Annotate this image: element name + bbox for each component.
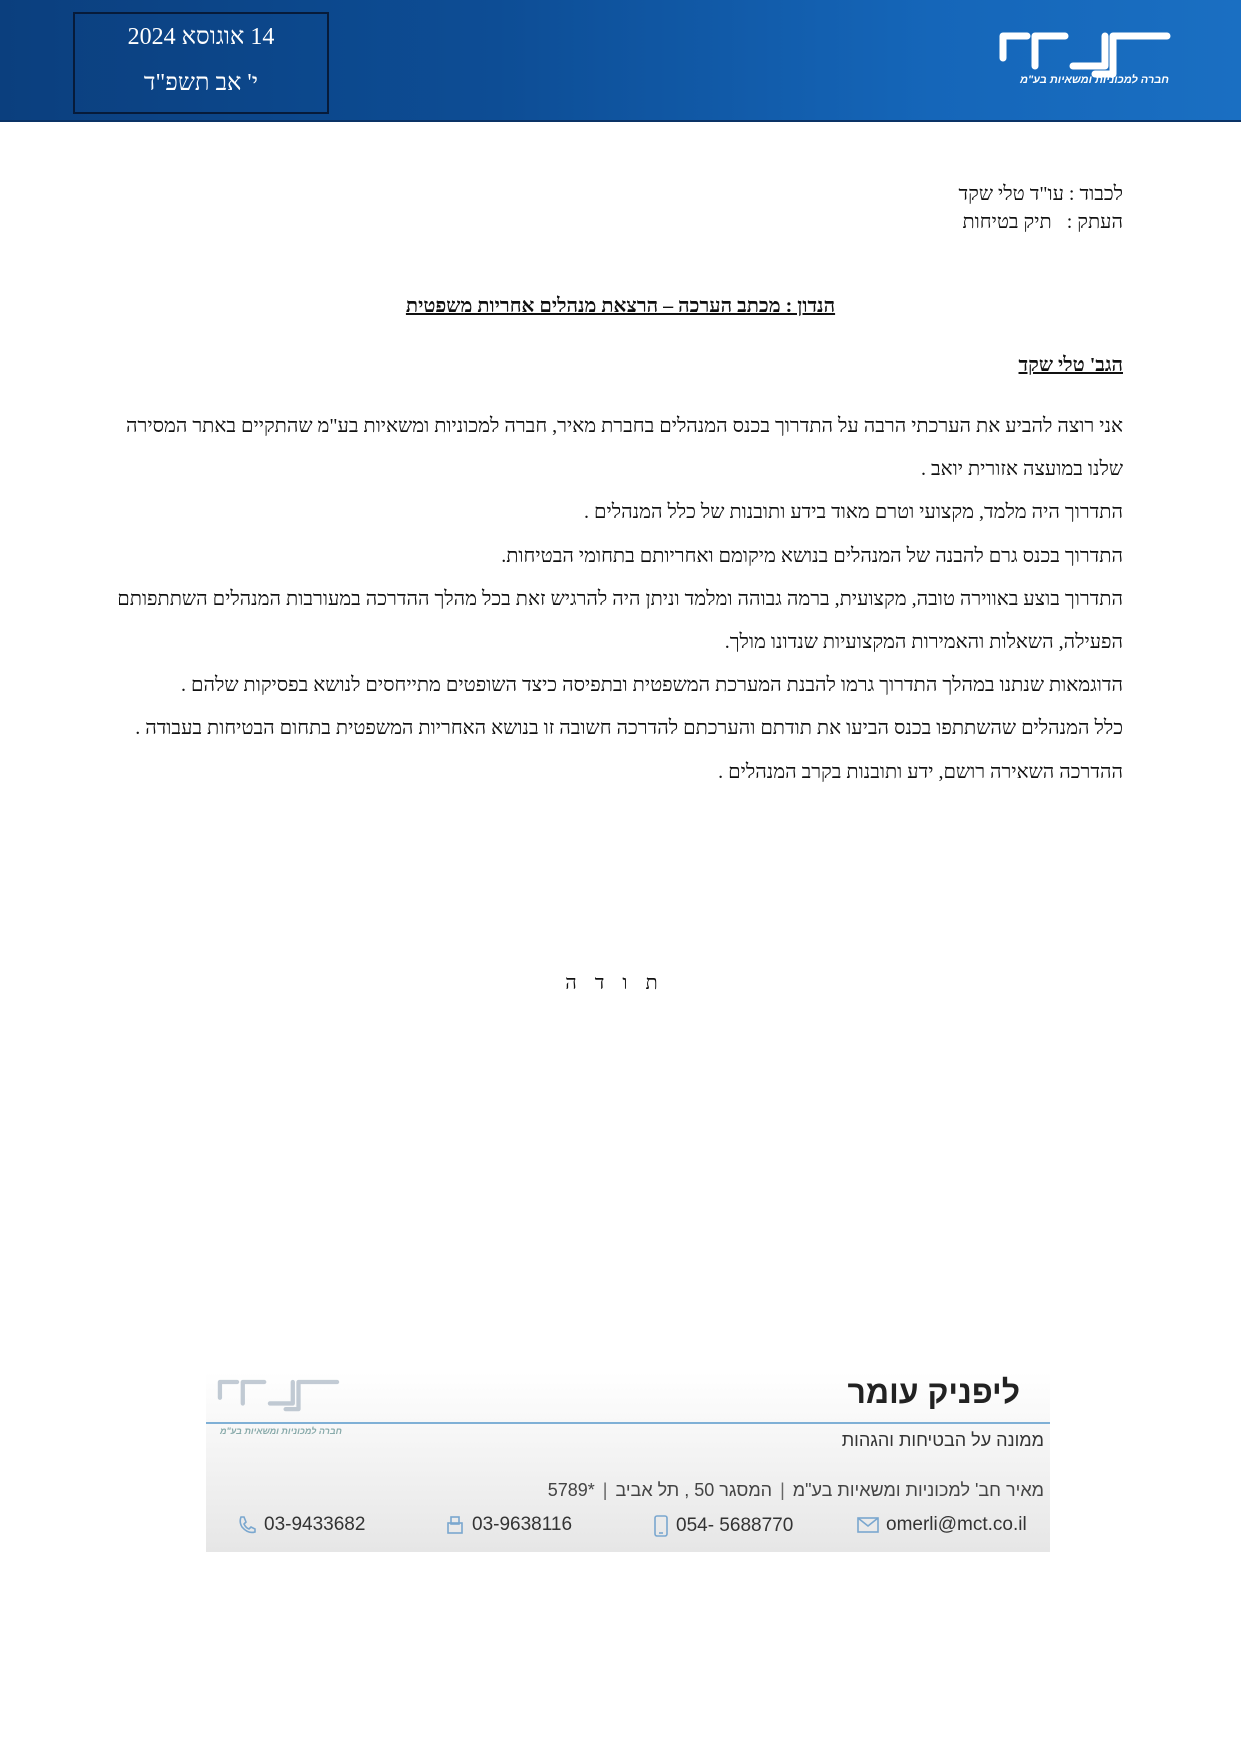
contact-row [206, 1514, 1050, 1544]
hebrew-date: י' אב תשפ"ד [143, 70, 259, 96]
company-name: מאיר חב' למכוניות ומשאיות בע"מ [792, 1480, 1044, 1500]
signature-logo-subtitle: חברה למכוניות ומשאיות בע"מ [220, 1426, 342, 1436]
to-value: עו"ד טלי שקד [958, 183, 1064, 205]
mail-icon [856, 1516, 880, 1534]
phone-contact[interactable] [236, 1514, 365, 1536]
paragraph: התדרוך בוצע באווירה טובה, מקצועית, ברמה גבוהה ומלמד וניתן היה להרגיש זאת בכל מהלך ההדרכה במעורבות המנהלים השתתפותם הפעילה, השאלות והאמירות המקצועיות שנדונו מולך. [117, 587, 1123, 654]
signature-divider [206, 1422, 1050, 1424]
recipients-block [959, 180, 1123, 236]
mobile-contact[interactable] [652, 1514, 793, 1538]
cc-value: תיק בטיחות [962, 211, 1052, 233]
to-label: לכבוד [1079, 183, 1123, 205]
signer-role: ממונה על הבטיחות והגהות [841, 1430, 1044, 1450]
paragraph: אני רוצה להביע את הערכתי הרבה על התדרוך בכנס המנהלים בחברת מאיר, חברה למכוניות ומשאיות בע"מ שהתקיים באתר המסירה שלנו במועצה אזורית יואב . [126, 415, 1123, 481]
letterhead-band [0, 0, 1241, 122]
company-logo-subtitle: חברה למכוניות ומשאיות בע"מ [1019, 74, 1169, 86]
paragraph: כלל המנהלים שהשתתפו בכנס הביעו את תודתם והערכתם להדרכה חשובה זו בנושא האחריות המשפטית בתחום הבטיחות בעבודה . [135, 717, 1123, 740]
closing-thanks: תודה [565, 972, 676, 994]
paragraph: התדרוך בכנס גרם להבנה של המנהלים בנושא מיקומם ואחריותם בתחומי הבטיחות. [501, 544, 1123, 567]
signature-card [206, 1372, 1050, 1552]
company-address-line: מאיר חב' למכוניות ומשאיות בע"מ|המסגר 50 , תל אביב|*5789 [547, 1480, 1044, 1500]
cc-label: העתק [1077, 211, 1123, 233]
signature-logo [211, 1372, 346, 1422]
company-address: המסגר 50 , תל אביב [615, 1480, 773, 1500]
signer-name: ליפניק עומר [847, 1374, 1020, 1410]
recipient-cc: העתק : תיק בטיחות [962, 211, 1123, 233]
mobile-number: 054- 5688770 [676, 1515, 794, 1536]
date-box [73, 12, 329, 114]
salutation: הגב' טלי שקד [1018, 354, 1123, 376]
gregorian-date: 14 אוגוסא 2024 [127, 24, 275, 50]
recipient-to: לכבוד : עו"ד טלי שקד [958, 183, 1123, 205]
paragraph: ההדרכה השאירה רושם, ידע ותובנות בקרב המנהלים . [718, 760, 1123, 783]
letter-body [110, 405, 1123, 794]
fax-contact[interactable] [444, 1514, 572, 1536]
email-address: omerli@mct.co.il [886, 1514, 1027, 1535]
email-contact[interactable] [856, 1514, 1027, 1536]
subject-line: הנדון : מכתב הערכה – הרצאת מנהלים אחריות משפטית [405, 295, 836, 317]
fax-icon [444, 1514, 466, 1536]
mobile-icon [652, 1514, 670, 1538]
paragraph: התדרוך היה מלמד, מקצועי וטרם מאוד בידע ותובנות של כלל המנהלים . [584, 501, 1123, 524]
paragraph: הדוגמאות שנתנו במהלך התדרוך גרמו להבנת המערכת המשפטית ובתפיסה כיצד השופטים מתייחסים לנושא בפסיקות שלהם . [181, 674, 1123, 697]
phone-icon [236, 1514, 258, 1536]
fax-number: 03-9638116 [472, 1514, 573, 1535]
short-number: *5789 [547, 1480, 595, 1500]
phone-number: 03-9433682 [264, 1514, 366, 1535]
